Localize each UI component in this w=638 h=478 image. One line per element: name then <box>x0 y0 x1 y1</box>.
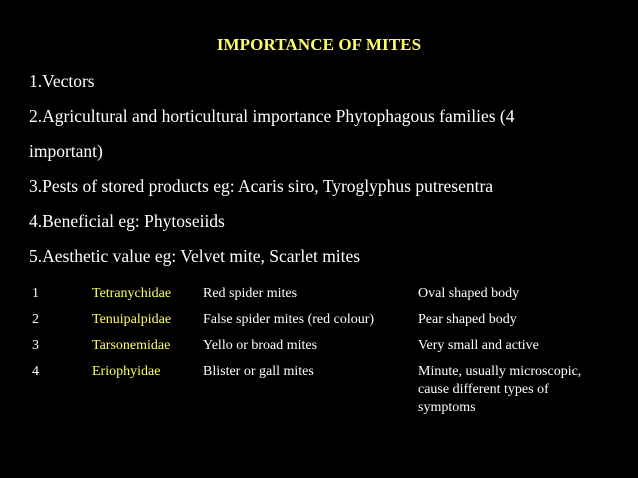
family-name: Tetranychidae <box>92 286 172 301</box>
description-line: Minute, usually microscopic, <box>418 364 582 379</box>
description <box>418 361 618 423</box>
description <box>418 335 618 361</box>
description-line: Pear shaped body <box>418 312 517 327</box>
table-row <box>26 283 618 309</box>
row-number: 2 <box>32 312 39 327</box>
description-line: symptoms <box>418 400 476 415</box>
common-name: False spider mites (red colour) <box>203 312 375 327</box>
common-name: Blister or gall mites <box>203 364 314 379</box>
list-item: 4.Beneficial eg: Phytoseiids <box>29 211 225 231</box>
family-name: Eriophyidae <box>92 364 161 379</box>
table-row <box>26 361 618 423</box>
list-item: 3.Pests of stored products eg: Acaris siro, Tyroglyphus putresentra <box>29 176 494 196</box>
family-name: Tarsonemidae <box>92 338 171 353</box>
list-item: 2.Agricultural and horticultural importance Phytophagous families (4 <box>29 106 515 126</box>
description <box>418 309 618 335</box>
importance-list <box>29 64 619 274</box>
description-line: Very small and active <box>418 338 539 353</box>
list-item: 5.Aesthetic value eg: Velvet mite, Scarlet mites <box>29 246 361 266</box>
table-row <box>26 309 618 335</box>
description <box>418 283 618 309</box>
table-row <box>26 335 618 361</box>
list-item: important) <box>29 141 103 161</box>
common-name: Red spider mites <box>203 286 298 301</box>
row-number: 4 <box>32 364 39 379</box>
description-line: Oval shaped body <box>418 286 520 301</box>
family-name: Tenuipalpidae <box>92 312 172 327</box>
mite-families-table <box>26 283 618 423</box>
row-number: 1 <box>32 286 39 301</box>
list-item: 1.Vectors <box>29 71 95 91</box>
slide-title: IMPORTANCE OF MITES <box>216 35 422 54</box>
common-name: Yello or broad mites <box>203 338 318 353</box>
description-line: cause different types of <box>418 382 549 397</box>
row-number: 3 <box>32 338 39 353</box>
